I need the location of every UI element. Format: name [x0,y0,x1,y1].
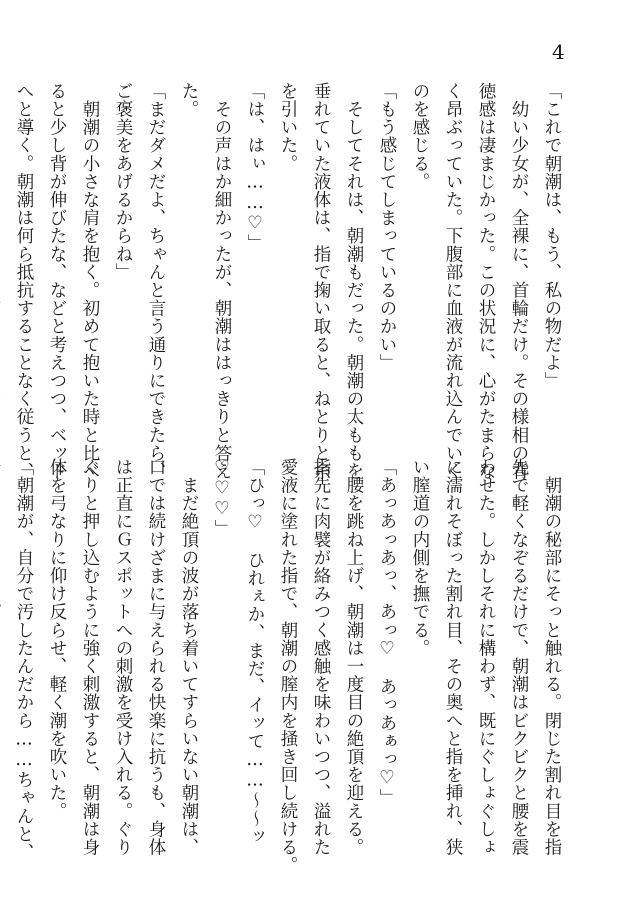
text-line: ♡♡♡」 [212,458,232,538]
text-line: た。 [179,82,199,119]
text-line: く昂ぶっていた。下腹部に血液が流れ込んでいく [443,82,463,481]
page-number: 4 [552,40,565,64]
text-line: その声はか細かったが、朝潮ははっきりと答え [212,82,232,481]
text-line: 「これで朝潮は、もう、私の物だよ」 [542,82,562,390]
text-line: 「まだダメだよ、ちゃんと言う通りにできたら、 [146,82,166,481]
text-line: 「もう感じてしまっているのかい」 [377,82,397,372]
text-line: 垂れていた液体は、指で掬い取ると、ねとりと糸 [311,82,331,481]
text-line: 「朝潮が、自分で汚したんだから……ちゃんと、 [14,458,34,862]
text-block-upper [14,82,568,481]
text-line: のを感じる。 [410,82,430,191]
text-line: 「ひっ♡ ひれぇか、まだ、イッて……～～ッ [245,458,265,846]
text-line: 朝潮の秘部にそっと触れる。閉じた割れ目を指 [542,458,562,857]
text-block-lower [14,458,568,875]
text-line: まだ絶頂の波が落ち着いてすらいない朝潮は、 [179,458,199,857]
text-line: 朝潮の小さな肩を抱く。初めて抱いた時と比べ [80,82,100,481]
text-line: ると少し背が伸びたな、などと考えつつ、ベッド [47,82,67,481]
text-line [0,458,7,818]
text-line: に濡れそぼった割れ目、その奥へと指を挿れ、狭 [443,458,463,857]
text-line: 幼い少女が、全裸に、首輪だけ。その様相の背 [509,82,529,481]
text-line: ご褒美をあげるからね」 [113,82,133,282]
text-line: そしてそれは、朝潮もだった。朝潮の太ももを [344,82,364,481]
text-line: へと導く。朝潮は何ら抵抗することなく従うと、 [14,82,34,481]
text-line: 口では続けざまに与えられる快楽に抗うも、身体 [146,458,166,857]
text-line: は正直にＧスポットへの刺激を受け入れる。ぐり [113,458,133,857]
text-line: い膣道の内側を撫でる。 [410,458,430,658]
text-line: を引いた。 [278,82,298,173]
text-line: 指先に肉襞が絡みつく感触を味わいつつ、溢れた [311,458,331,857]
text-line [0,82,7,392]
text-line: 体を弓なりに仰け反らせ、軽く潮を吹いた。 [47,458,67,820]
text-line: 腰を跳ね上げ、朝潮は一度目の絶頂を迎える。 [344,458,364,857]
text-line: 徳感は凄まじかった。この状況に、心がたまらな [476,82,496,481]
text-line: わせた。しかしそれに構わず、既にぐしょぐしょ [476,458,496,857]
text-line: 「あっあっあっ、あっ♡ あっあぁっ♡」 [377,458,397,807]
text-line: ぐりと押し込むように強く刺激すると、朝潮は身 [80,458,100,857]
text-line: 愛液に塗れた指で、朝潮の膣内を掻き回し続ける。 [278,458,298,875]
text-line: 先で軽くなぞるだけで、朝潮はビクビクと腰を震 [509,458,529,857]
text-line: 「は、はぃ……♡」 [245,82,265,253]
